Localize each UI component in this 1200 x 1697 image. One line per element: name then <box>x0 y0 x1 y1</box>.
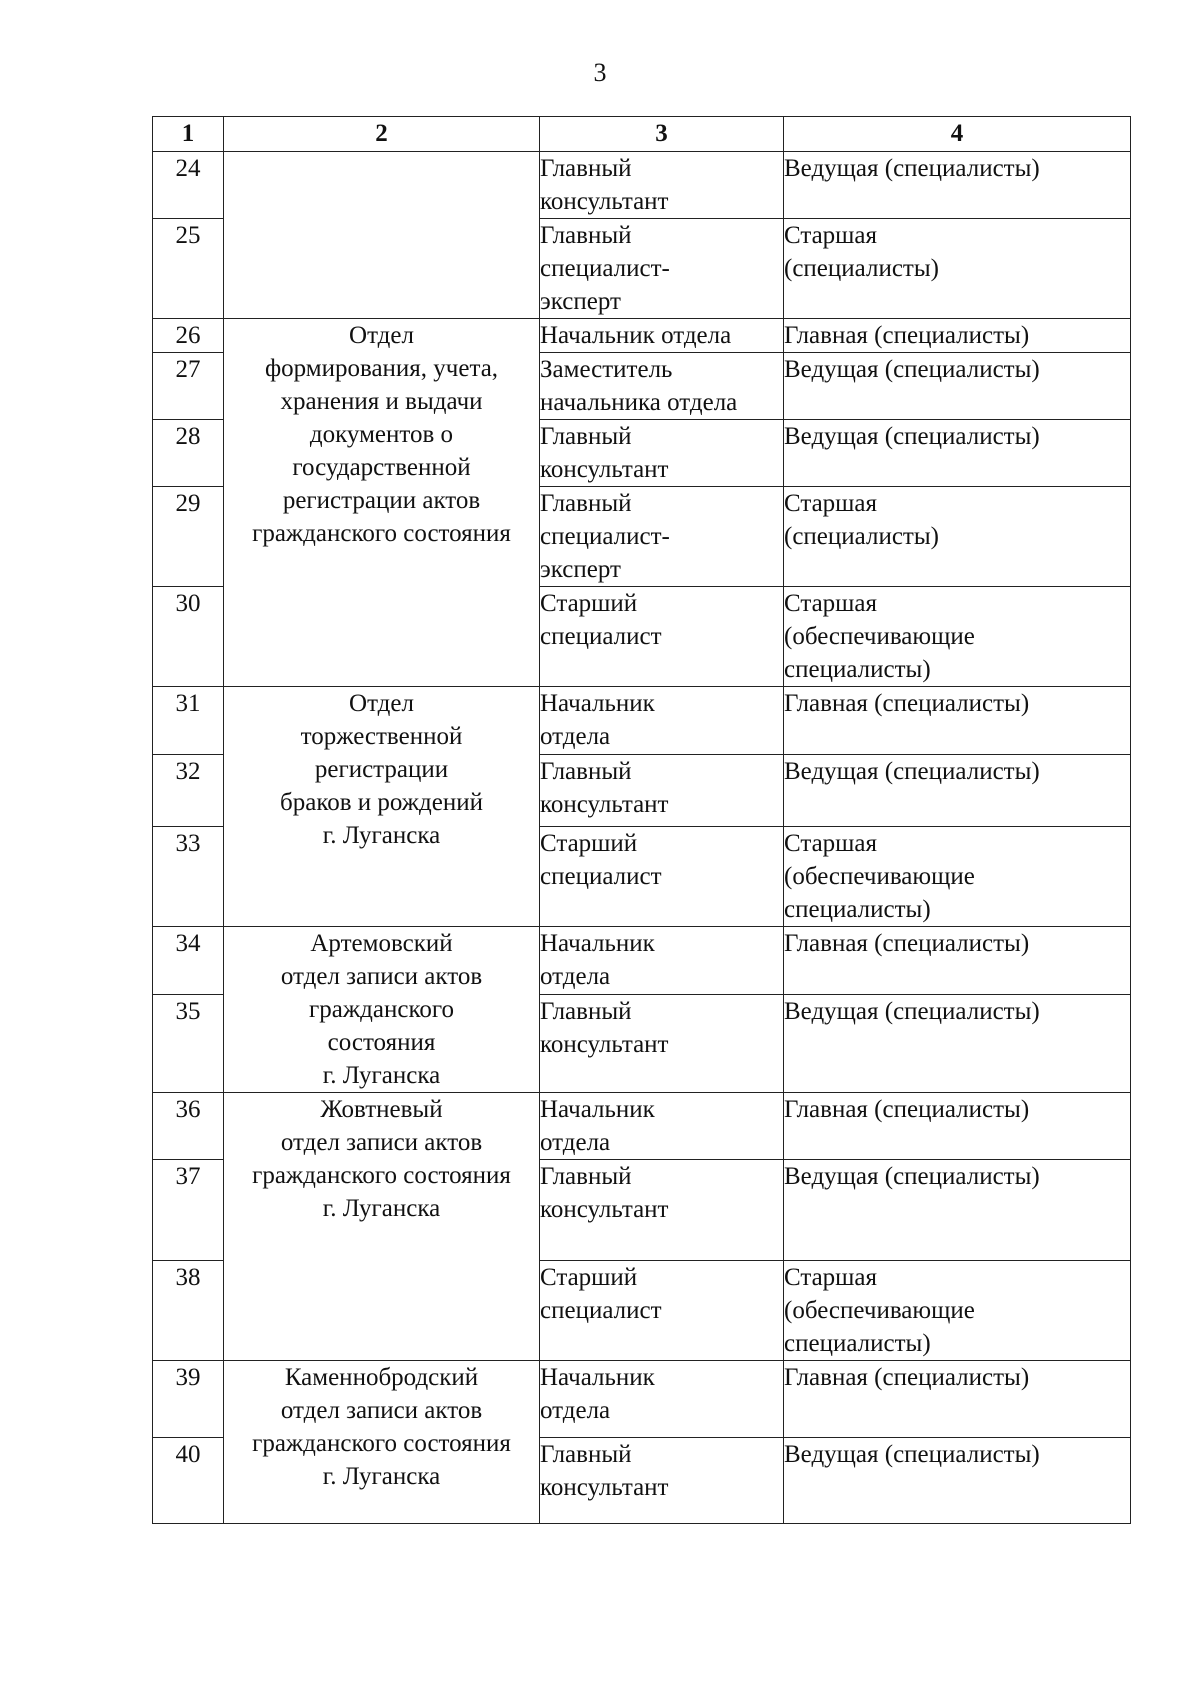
department-name: Жовтневый отдел записи актов гражданского состояния г. Луганска <box>252 1096 511 1222</box>
row-number: 24 <box>153 152 224 219</box>
position-cell: Начальник отдела <box>540 319 784 353</box>
row-number: 31 <box>153 687 224 755</box>
department-cell <box>224 1361 540 1524</box>
position-cell: Начальник отдела <box>540 687 784 755</box>
row-number: 28 <box>153 420 224 487</box>
department-cell <box>224 687 540 927</box>
department-name: Каменнобродский отдел записи актов гражданского состояния г. Луганска <box>252 1364 511 1490</box>
table-row <box>153 927 1131 995</box>
table-row <box>153 1361 1131 1438</box>
row-number: 29 <box>153 487 224 587</box>
department-name: Отдел формирования, учета, хранения и выдачи документов о государственной регистрации актов гражданского состояния <box>252 322 511 547</box>
category-cell: Старшая (обеспечивающие специалисты) <box>784 827 1131 927</box>
page-number: 3 <box>593 58 607 87</box>
category-cell: Старшая (обеспечивающие специалисты) <box>784 587 1131 687</box>
row-number: 40 <box>153 1438 224 1524</box>
category-cell: Главная (специалисты) <box>784 927 1131 995</box>
header-col-1: 1 <box>153 117 224 152</box>
table-row <box>153 1093 1131 1160</box>
position-cell: Главный специалист- эксперт <box>540 487 784 587</box>
position-cell: Начальник отдела <box>540 927 784 995</box>
row-number: 37 <box>153 1160 224 1261</box>
department-cell <box>224 1093 540 1361</box>
position-cell: Главный специалист- эксперт <box>540 219 784 319</box>
row-number: 38 <box>153 1261 224 1361</box>
department-name: Артемовский отдел записи актов гражданского состояния г. Луганска <box>280 930 483 1089</box>
category-cell: Главная (специалисты) <box>784 1361 1131 1438</box>
header-col-3: 3 <box>540 117 784 152</box>
position-cell: Главный консультант <box>540 1438 784 1524</box>
position-cell: Главный консультант <box>540 152 784 219</box>
department-cell <box>224 927 540 1093</box>
position-cell: Старший специалист <box>540 587 784 687</box>
row-number: 32 <box>153 755 224 827</box>
row-number: 25 <box>153 219 224 319</box>
position-cell: Начальник отдела <box>540 1361 784 1438</box>
category-cell: Ведущая (специалисты) <box>784 1438 1131 1524</box>
row-number: 34 <box>153 927 224 995</box>
row-number: 27 <box>153 353 224 420</box>
category-cell: Ведущая (специалисты) <box>784 420 1131 487</box>
header-col-4: 4 <box>784 117 1131 152</box>
position-cell: Главный консультант <box>540 995 784 1093</box>
row-number: 39 <box>153 1361 224 1438</box>
category-cell: Ведущая (специалисты) <box>784 755 1131 827</box>
row-number: 36 <box>153 1093 224 1160</box>
category-cell: Ведущая (специалисты) <box>784 1160 1131 1261</box>
table-header-row <box>153 117 1131 152</box>
category-cell: Главная (специалисты) <box>784 1093 1131 1160</box>
position-cell: Главный консультант <box>540 755 784 827</box>
row-number: 30 <box>153 587 224 687</box>
category-cell: Ведущая (специалисты) <box>784 152 1131 219</box>
row-number: 26 <box>153 319 224 353</box>
department-name: Отдел торжественной регистрации браков и рождений г. Луганска <box>280 690 483 849</box>
header-col-2: 2 <box>224 117 540 152</box>
table-row <box>153 152 1131 219</box>
position-cell: Старший специалист <box>540 1261 784 1361</box>
staff-positions-table <box>152 116 1131 1524</box>
category-cell: Ведущая (специалисты) <box>784 995 1131 1093</box>
category-cell: Старшая (специалисты) <box>784 219 1131 319</box>
category-cell: Старшая (обеспечивающие специалисты) <box>784 1261 1131 1361</box>
department-cell <box>224 319 540 687</box>
category-cell: Ведущая (специалисты) <box>784 353 1131 420</box>
category-cell: Главная (специалисты) <box>784 319 1131 353</box>
position-cell: Заместитель начальника отдела <box>540 353 784 420</box>
department-cell <box>224 152 540 319</box>
row-number: 33 <box>153 827 224 927</box>
position-cell: Старший специалист <box>540 827 784 927</box>
position-cell: Главный консультант <box>540 1160 784 1261</box>
category-cell: Главная (специалисты) <box>784 687 1131 755</box>
row-number: 35 <box>153 995 224 1093</box>
category-cell: Старшая (специалисты) <box>784 487 1131 587</box>
table-row <box>153 687 1131 755</box>
table-row <box>153 319 1131 353</box>
position-cell: Начальник отдела <box>540 1093 784 1160</box>
position-cell: Главный консультант <box>540 420 784 487</box>
